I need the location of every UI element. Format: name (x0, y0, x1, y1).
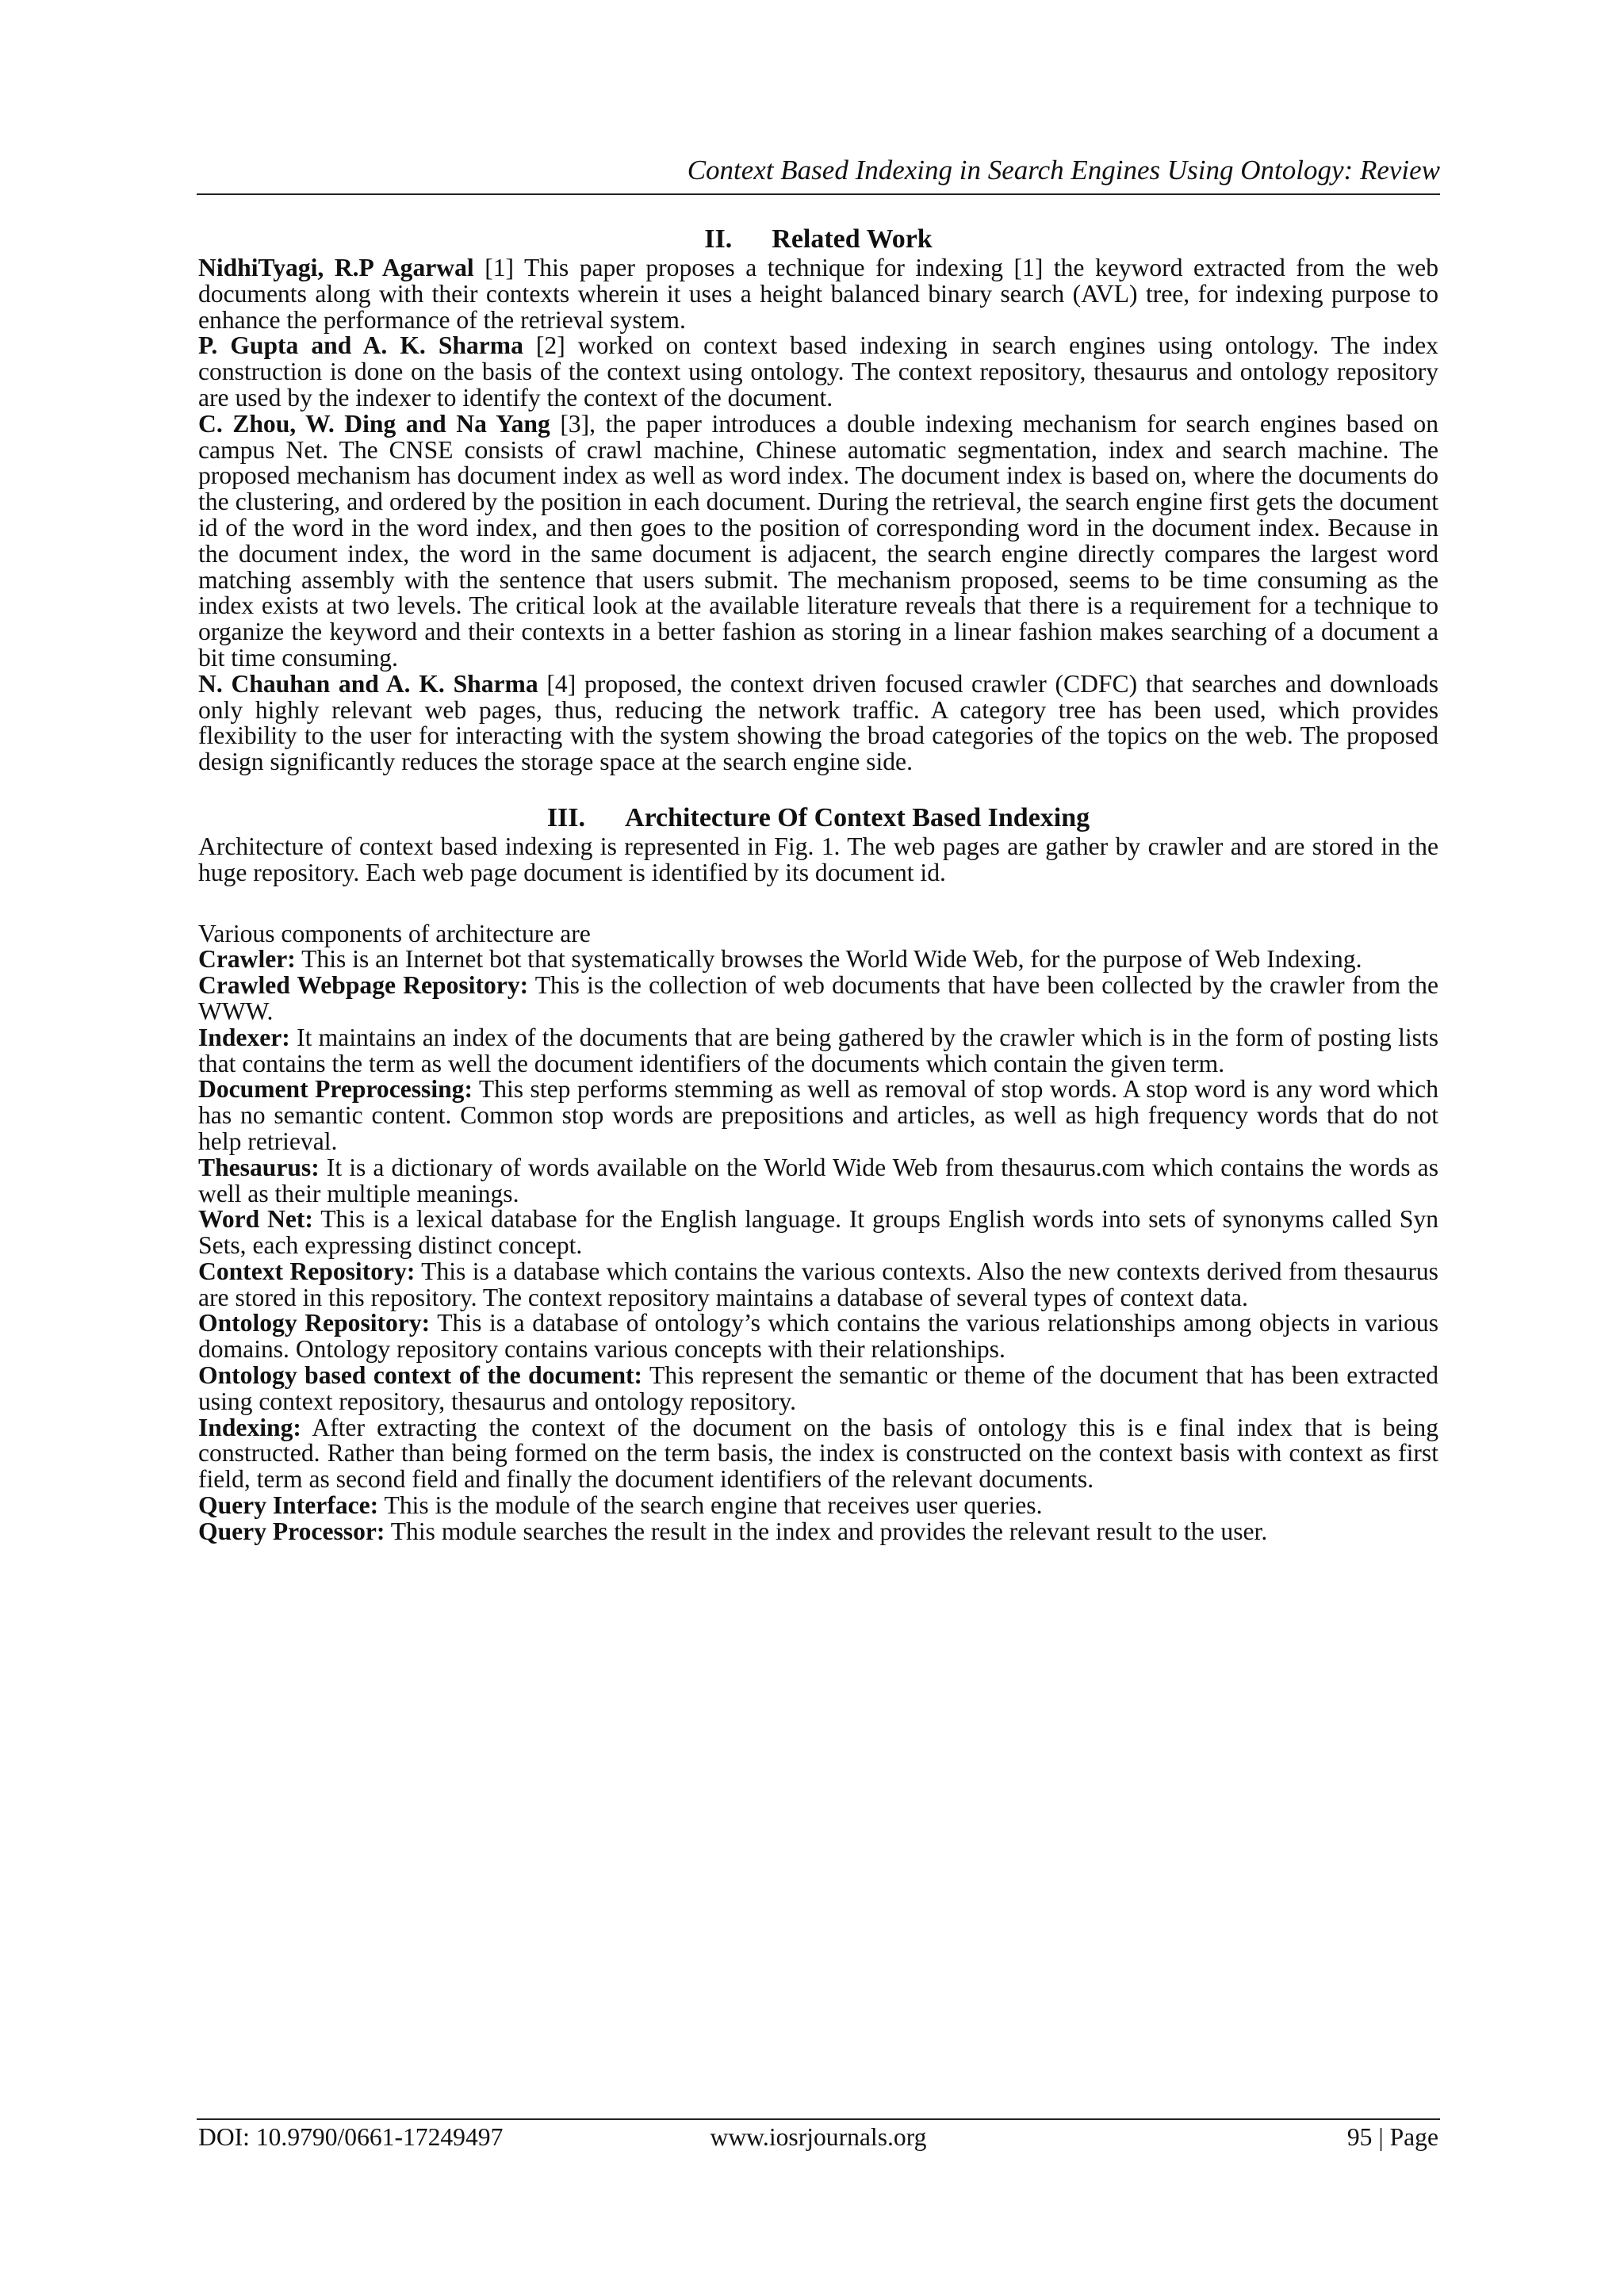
citation-authors: NidhiTyagi, R.P Agarwal (198, 254, 474, 281)
component-term: Query Processor: (198, 1517, 385, 1545)
component-definition (198, 1077, 1438, 1154)
paragraph-text: [4] proposed, the context driven focused crawler (CDFC) that searches and downloads only highly relevant web pages, thus, reducing the network traffic. A category tree has been used, which provides flexibility to the user for interacting with the system showing the broad categories of the topics on the web. The proposed design significantly reduces the storage space at the search engine side. (198, 669, 1439, 776)
component-term: Query Interface: (198, 1491, 379, 1520)
component-text: This is the module of the search engine that receives user queries. (378, 1491, 1043, 1520)
footer-website: www.iosrjournals.org (710, 2123, 927, 2151)
section-3-number: III. (546, 802, 586, 832)
component-term: Document Preprocessing: (198, 1075, 473, 1104)
section-2-number: II. (704, 224, 733, 254)
citation-authors: P. Gupta and A. K. Sharma (198, 331, 523, 360)
citation-authors: N. Chauhan and A. K. Sharma (198, 669, 538, 698)
component-term: Ontology Repository: (198, 1309, 431, 1337)
architecture-intro: Architecture of context based indexing is represented in Fig. 1. The web pages are gather by crawler and are stored in the huge repository. Each web page document is identified by its document id. (198, 832, 1438, 886)
component-text: This step performs stemming as well as removal of stop words. A stop word is any word which has no semantic content. Common stop words are prepositions and articles, as well as high frequency words that do not help retrieval. (198, 1075, 1438, 1155)
component-term: Ontology based context of the document: (198, 1361, 643, 1390)
component-definition (198, 1363, 1438, 1415)
component-definition (198, 1259, 1438, 1311)
component-term: Crawler: (198, 945, 296, 974)
component-text: This is a database which contains the various contexts. Also the new contexts derived from thesaurus are stored in this repository. The context repository maintains a database of several types of context data. (198, 1257, 1438, 1311)
related-work-paragraph (198, 255, 1438, 333)
component-definition (198, 1415, 1438, 1493)
related-work-paragraph (198, 333, 1438, 411)
paragraph-text: [2] worked on context based indexing in search engines using ontology. The index construction is done on the basis of the context using ontology. The context repository, thesaurus and ontology repository are used by the indexer to identify the context of the document. (198, 331, 1438, 411)
paragraph-text: [1] This paper proposes a technique for indexing [1] the keyword extracted from the web documents along with their contexts wherein it uses a height balanced binary search (AVL) tree, for indexing purpose to enhance the performance of the retrieval system. (198, 254, 1438, 334)
related-work-paragraph (198, 411, 1438, 672)
component-definition (198, 1025, 1438, 1077)
paragraph-text: [3], the paper introduces a double indexing mechanism for search engines based on campus Net. The CNSE consists of crawl machine, Chinese automatic segmentation, index and search machine. The proposed mechanism has document index as well as word index. The document index is based on, where the documents do the clustering, and ordered by the position in each document. During the retrieval, the search engine first gets the document id of the word in the word index, and then goes to the position of corresponding word in the document index. Because in the document index, the word in the same document is adjacent, the search engine directly compares the largest word matching assembly with the sentence that users submit. The mechanism proposed, seems to be time consuming as the index exists at two levels. The critical look at the available literature reveals that there is a requirement for a technique to organize the keyword and their contexts in a better fashion as storing in a linear fashion makes searching of a document a bit time consuming. (198, 409, 1439, 672)
running-head: Context Based Indexing in Search Engines Using Ontology: Review (687, 155, 1440, 186)
component-term: Word Net: (198, 1205, 313, 1234)
component-text: After extracting the context of the document on the basis of ontology this is e final index that is being constructed. Rather than being formed on the term basis, the index is constructed on the context basis with context as first field, term as second field and finally the document identifiers of the relevant documents. (198, 1413, 1438, 1494)
related-work-paragraph (198, 669, 1439, 776)
component-text: This module searches the result in the index and provides the relevant result to the user. (385, 1517, 1268, 1545)
component-text: This is a lexical database for the English language. It groups English words into sets of synonyms called Syn Sets, each expressing distinct concept. (198, 1205, 1438, 1260)
component-term: Context Repository: (198, 1257, 416, 1285)
component-term: Thesaurus: (198, 1153, 320, 1181)
page-body (198, 224, 1438, 1545)
section-3-heading (198, 802, 1438, 834)
section-3-title: Architecture Of Context Based Indexing (625, 802, 1090, 832)
component-text: It maintains an index of the documents that are being gathered by the crawler which is in the form of posting lists that contains the term as well the document identifiers of the documents which contain the given term. (198, 1023, 1438, 1077)
component-text: This represent the semantic or theme of the document that has been extracted using context repository, thesaurus and ontology repository. (198, 1361, 1438, 1415)
component-term: Crawled Webpage Repository: (198, 971, 529, 1000)
component-term: Indexing: (198, 1413, 301, 1441)
component-definition (198, 1155, 1438, 1207)
component-definition (198, 947, 1438, 973)
component-definition (198, 973, 1438, 1025)
component-definition (198, 1519, 1438, 1545)
component-text: This is the collection of web documents that have been collected by the crawler from the WWW. (198, 971, 1438, 1025)
footer-page-number: 95 | Page (1346, 2123, 1438, 2151)
component-text: This is a database of ontology’s which contains the various relationships among objects in various domains. Ontology repository contains various concepts with their relationships. (198, 1309, 1438, 1364)
component-text: It is a dictionary of words available on the World Wide Web from thesaurus.com which contains the words as well as their multiple meanings. (198, 1153, 1438, 1207)
footer-rule (197, 2118, 1440, 2120)
footer-doi: DOI: 10.9790/0661-17249497 (198, 2123, 504, 2151)
header-rule (197, 193, 1440, 195)
section-2-heading (198, 224, 1438, 255)
section-2-title: Related Work (772, 224, 933, 254)
component-definition (198, 1311, 1438, 1363)
component-text: This is an Internet bot that systematically browses the World Wide Web, for the purpose of Web Indexing. (295, 945, 1362, 974)
component-definition (198, 1493, 1438, 1519)
paragraph-spacer (198, 886, 1438, 921)
component-term: Indexer: (198, 1023, 290, 1051)
components-intro: Various components of architecture are (198, 919, 591, 947)
component-definition (198, 1207, 1438, 1259)
citation-authors: C. Zhou, W. Ding and Na Yang (198, 409, 550, 438)
